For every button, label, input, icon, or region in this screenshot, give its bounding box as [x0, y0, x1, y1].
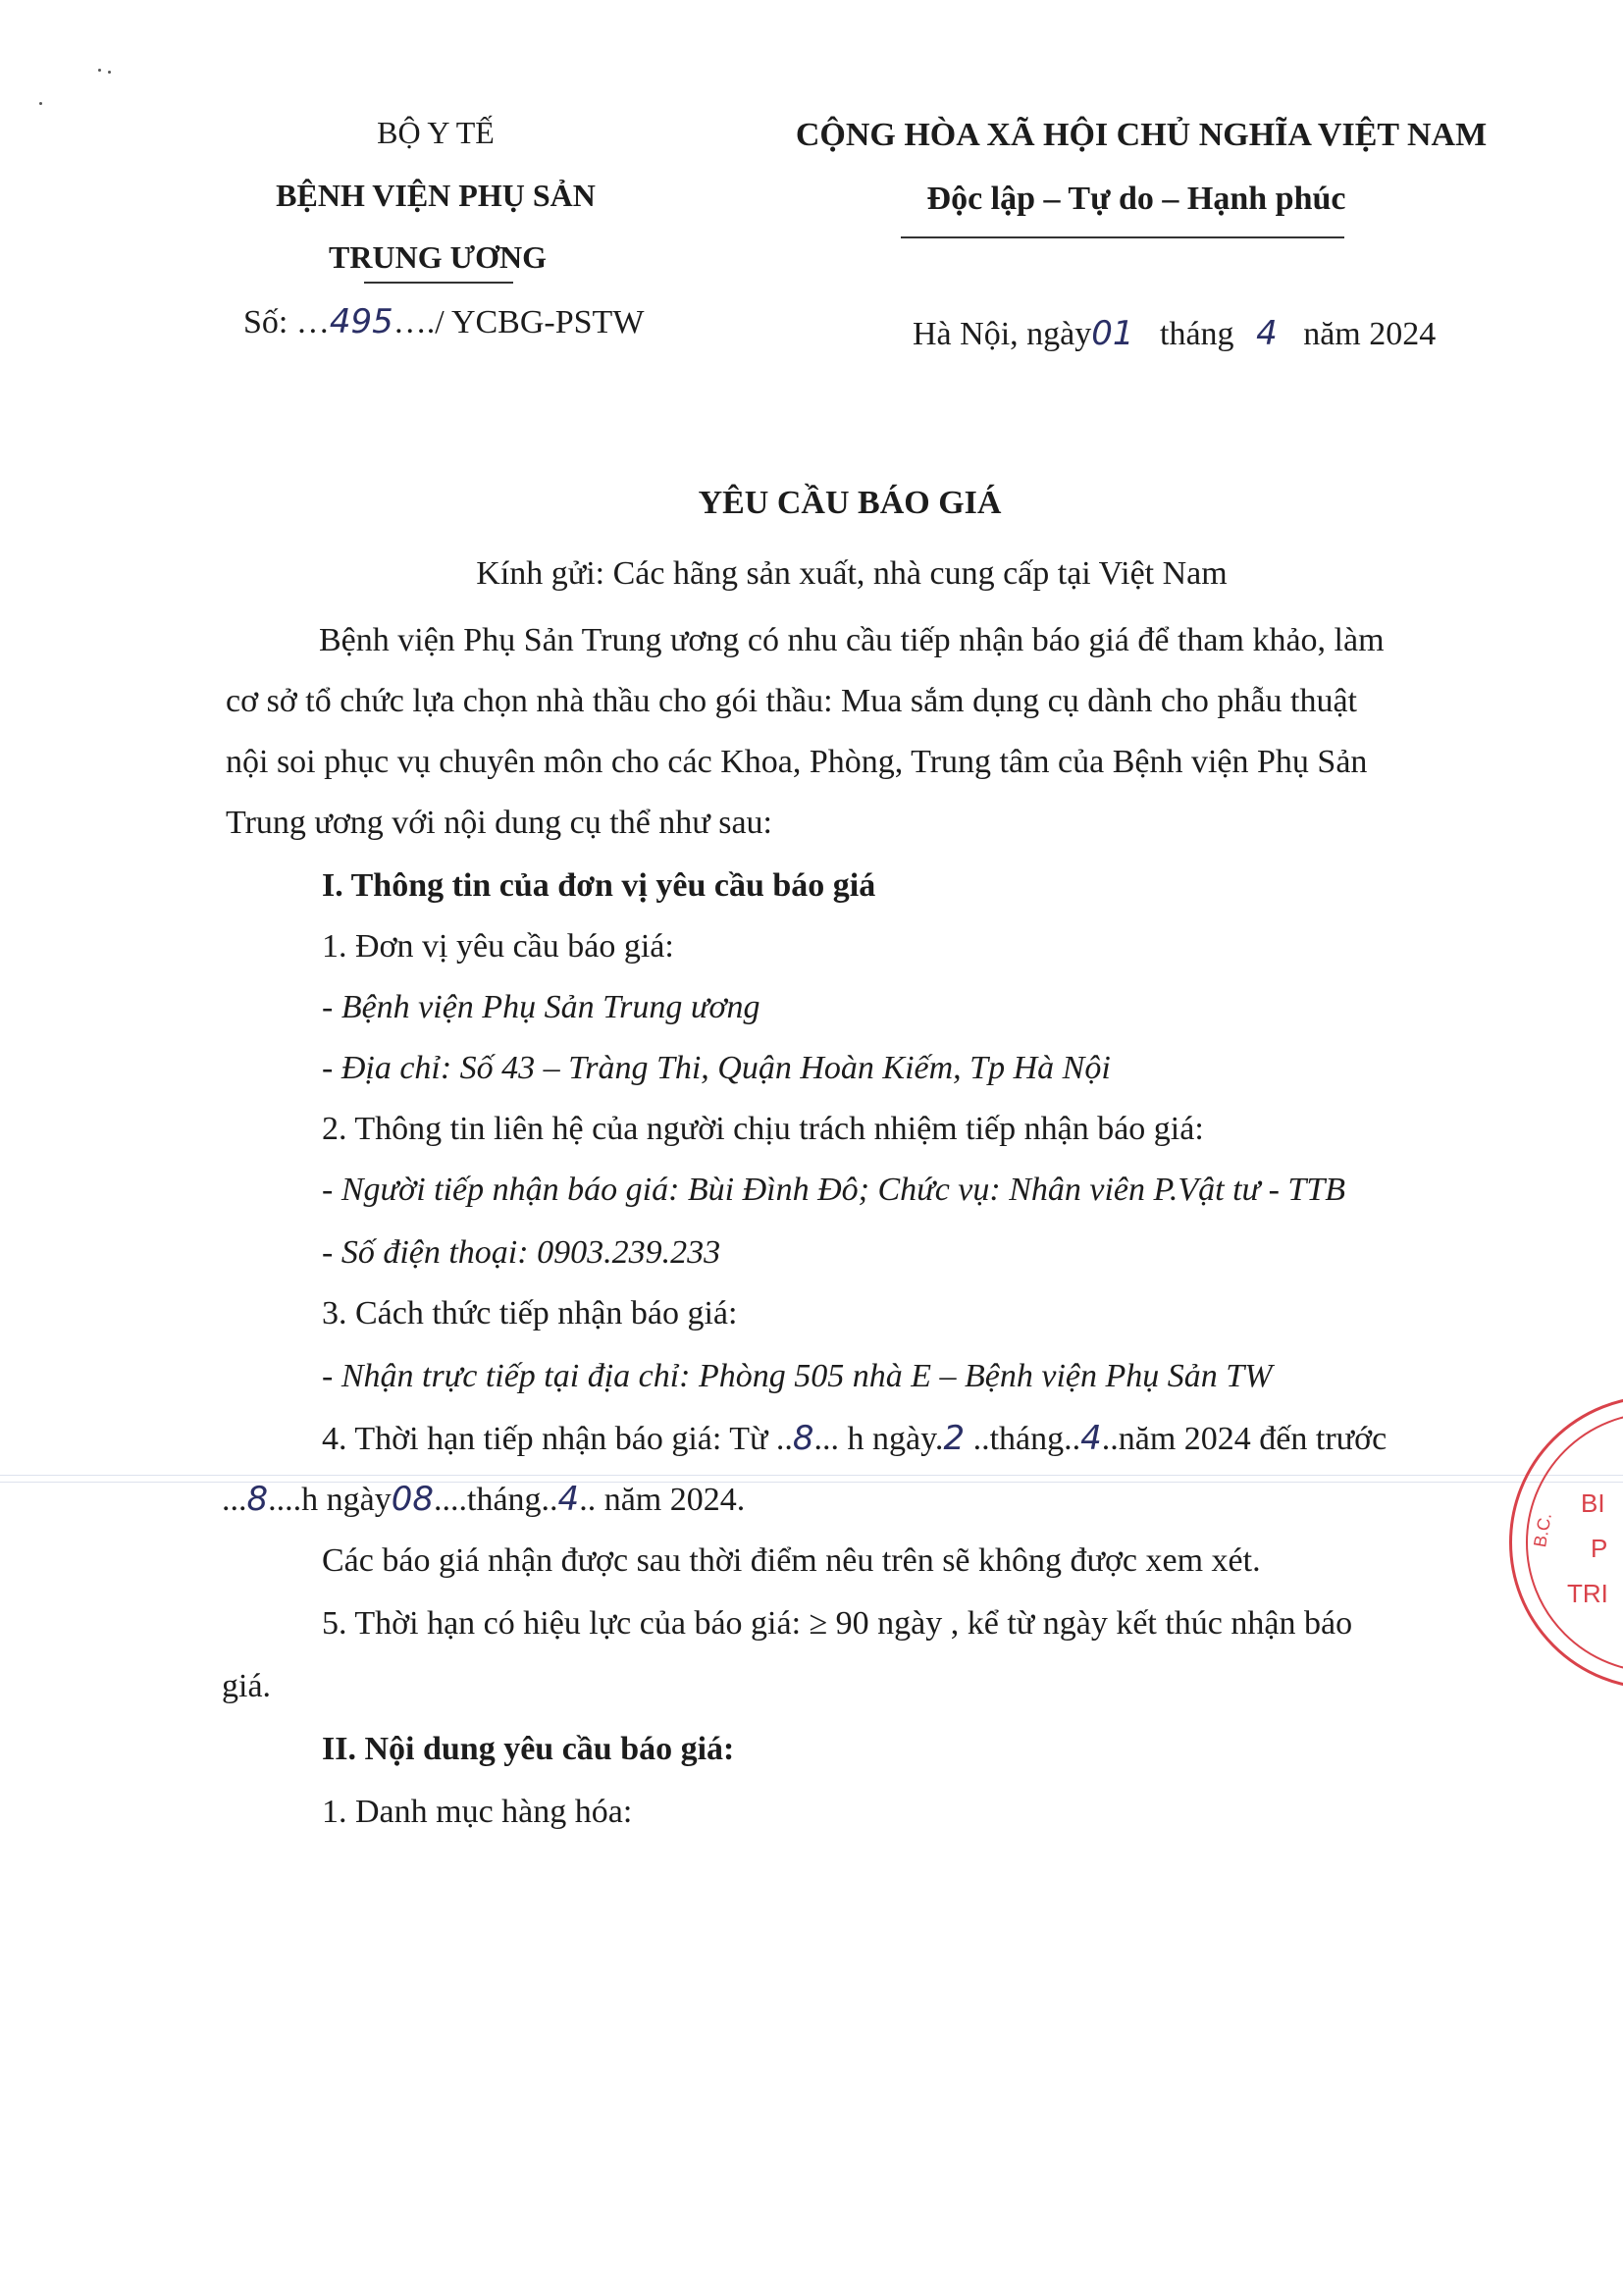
document-title: YÊU CẦU BÁO GIÁ [698, 485, 1002, 521]
date-month-label: tháng [1160, 316, 1234, 352]
day-to-handwritten: 08 [391, 1480, 434, 1519]
stamp-text-side: B.C. [1530, 1511, 1555, 1549]
ministry-name: BỘ Y TẾ [377, 115, 495, 150]
recipient-line: Kính gửi: Các hãng sản xuất, nhà cung cấp tại Việt Nam [476, 555, 1228, 592]
contact-phone: - Số điện thoại: 0903.239.233 [322, 1234, 721, 1271]
org-name-line1: BỆNH VIỆN PHỤ SẢN [276, 178, 596, 213]
intro-line-4: Trung ương với nội dung cụ thể như sau: [226, 805, 772, 841]
deadline-text-4: ..năm 2024 đến trước [1101, 1421, 1387, 1457]
document-number [243, 302, 644, 341]
deadline-text-8: .. năm 2024. [579, 1482, 746, 1518]
unit-name: - Bệnh viện Phụ Sản Trung ương [322, 989, 760, 1025]
section-2-item-1: 1. Danh mục hàng hóa: [322, 1794, 633, 1830]
unit-address: - Địa chỉ: Số 43 – Tràng Thi, Quận Hoàn Kiếm, Tp Hà Nội [322, 1050, 1111, 1086]
deadline-text-7: ....tháng.. [434, 1482, 558, 1518]
validity-line-1: 5. Thời hạn có hiệu lực của báo giá: ≥ 90 ngày , kể từ ngày kết thúc nhận báo [322, 1605, 1353, 1642]
stamp-text-3: TRI [1567, 1579, 1608, 1608]
section-1-item-1: 1. Đơn vị yêu cầu báo giá: [322, 928, 674, 965]
deadline-text-2: ... h ngày. [813, 1421, 944, 1457]
section-1-heading: I. Thông tin của đơn vị yêu cầu báo giá [322, 867, 876, 904]
late-submission-note: Các báo giá nhận được sau thời điểm nêu trên sẽ không được xem xét. [322, 1542, 1261, 1579]
date-year: năm 2024 [1303, 316, 1437, 352]
scan-speck [108, 71, 111, 74]
validity-line-2: giá. [222, 1668, 272, 1704]
stamp-text-1: BI [1581, 1488, 1605, 1518]
hour-from-handwritten: 8 [792, 1419, 814, 1458]
deadline-line-2 [222, 1480, 745, 1519]
scan-line [0, 1475, 1623, 1476]
national-motto: Độc lập – Tự do – Hạnh phúc [926, 181, 1346, 217]
stamp-text-2: P [1591, 1534, 1608, 1563]
doc-number-suffix: …./ YCBG-PSTW [393, 304, 645, 340]
intro-line-3: nội soi phục vụ chuyên môn cho các Khoa, Phòng, Trung tâm của Bệnh viện Phụ Sản [226, 744, 1368, 780]
date-day-handwritten: 01 [1091, 314, 1134, 353]
date-month-handwritten: 4 [1256, 314, 1278, 353]
section-1-item-2: 2. Thông tin liên hệ của người chịu trách nhiệm tiếp nhận báo giá: [322, 1111, 1204, 1147]
doc-number-prefix: Số: … [243, 304, 330, 340]
section-2-heading: II. Nội dung yêu cầu báo giá: [322, 1731, 735, 1767]
deadline-text-5: ... [222, 1482, 247, 1518]
org-name-line2: TRUNG ƯƠNG [329, 239, 547, 275]
day-from-handwritten: 2 [943, 1419, 966, 1458]
org-underline [364, 282, 513, 284]
motto-underline [901, 236, 1344, 238]
nation-name: CỘNG HÒA XÃ HỘI CHỦ NGHĨA VIỆT NAM [795, 117, 1488, 153]
contact-person: - Người tiếp nhận báo giá: Bùi Đình Đô; Chức vụ: Nhân viên P.Vật tư - TTB [322, 1172, 1346, 1208]
date-prefix: Hà Nội, ngày [913, 316, 1092, 352]
doc-number-handwritten: 495 [329, 302, 393, 341]
month-to-handwritten: 4 [557, 1480, 580, 1519]
deadline-text-1: 4. Thời hạn tiếp nhận báo giá: Từ .. [322, 1421, 793, 1457]
intro-line-1: Bệnh viện Phụ Sản Trung ương có nhu cầu tiếp nhận báo giá để tham khảo, làm [319, 622, 1385, 658]
hour-to-handwritten: 8 [246, 1480, 269, 1519]
receive-method: - Nhận trực tiếp tại địa chỉ: Phòng 505 nhà E – Bệnh viện Phụ Sản TW [322, 1358, 1273, 1394]
intro-line-2: cơ sở tổ chức lựa chọn nhà thầu cho gói thầu: Mua sắm dụng cụ dành cho phẫu thuật [226, 683, 1357, 719]
scan-speck [39, 102, 42, 105]
section-1-item-3: 3. Cách thức tiếp nhận báo giá: [322, 1295, 738, 1331]
deadline-text-6: ....h ngày [268, 1482, 392, 1518]
scan-speck [98, 69, 101, 72]
issue-date [913, 314, 1436, 353]
deadline-line-1 [322, 1419, 1387, 1458]
month-from-handwritten: 4 [1080, 1419, 1102, 1458]
official-stamp-seal [1509, 1395, 1623, 1690]
deadline-text-3: ..tháng.. [965, 1421, 1081, 1457]
